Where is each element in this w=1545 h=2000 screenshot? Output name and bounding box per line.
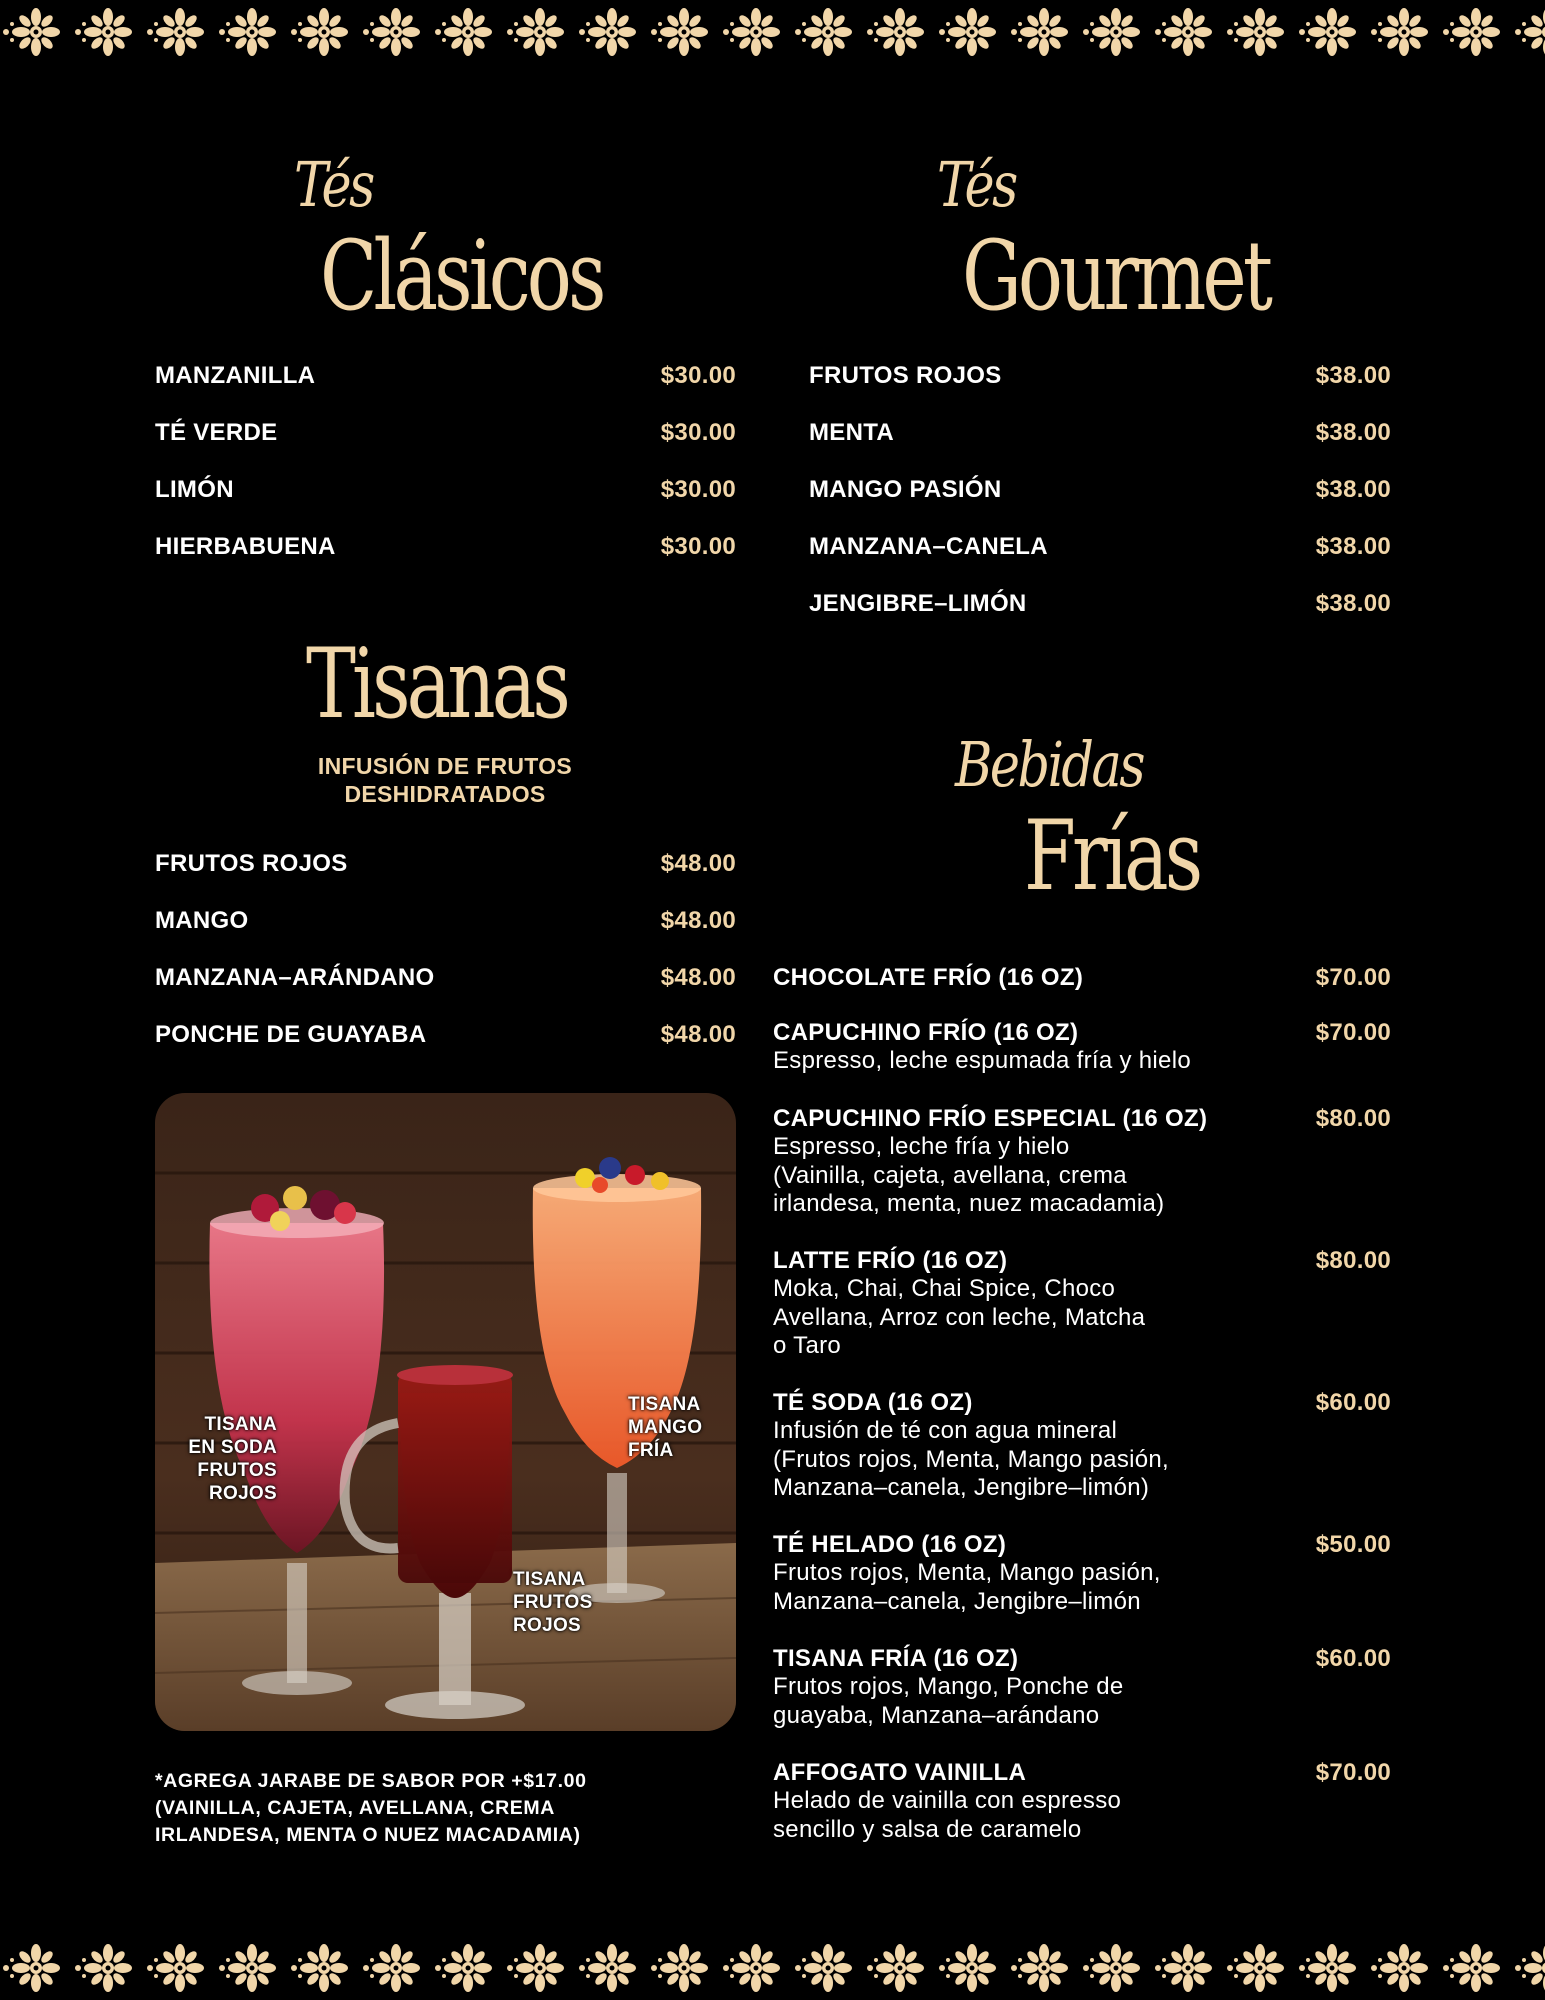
menu-item-price: $30.00 bbox=[660, 419, 736, 446]
menu-item-name: AFFOGATO VAINILLA bbox=[773, 1759, 1027, 1786]
description-line: Espresso, leche espumada fría y hielo bbox=[773, 1047, 1191, 1074]
bottom-floral-border bbox=[0, 1936, 1545, 2000]
clasicos-title-big: Clásicos bbox=[320, 220, 603, 332]
menu-item-price: $80.00 bbox=[1315, 1105, 1391, 1132]
menu-item-name: MANZANA–CANELA bbox=[809, 533, 1048, 560]
description-line: sencillo y salsa de caramelo bbox=[773, 1815, 1082, 1843]
menu-item-price: $30.00 bbox=[660, 362, 736, 389]
flower-ornament-icon bbox=[795, 1944, 852, 1992]
flower-ornament-icon bbox=[147, 8, 204, 56]
menu-item-name: TÉ SODA (16 OZ) bbox=[773, 1389, 973, 1416]
menu-item-name: PONCHE DE GUAYABA bbox=[155, 1021, 427, 1048]
flower-ornament-icon bbox=[147, 1944, 204, 1992]
menu-item-name: MANGO PASIÓN bbox=[809, 476, 1002, 503]
flower-ornament-icon bbox=[219, 1944, 276, 1992]
menu-item-name: HIERBABUENA bbox=[155, 533, 336, 560]
description-line: (Frutos rojos, Menta, Mango pasión, bbox=[773, 1445, 1170, 1473]
photo-label-mango bbox=[628, 1393, 702, 1462]
flower-ornament-icon bbox=[75, 8, 132, 56]
menu-item-description bbox=[773, 1047, 1191, 1076]
flower-ornament-icon bbox=[363, 8, 420, 56]
flower-ornament-icon bbox=[1443, 1944, 1500, 1992]
note-line: (VAINILLA, CAJETA, AVELLANA, CREMA bbox=[155, 1797, 555, 1819]
photo-label-line: EN SODA bbox=[188, 1437, 277, 1458]
flower-ornament-icon bbox=[291, 8, 348, 56]
menu-item-price: $38.00 bbox=[1315, 419, 1391, 446]
flower-ornament-icon bbox=[1155, 8, 1212, 56]
flower-ornament-icon bbox=[1515, 8, 1545, 56]
flower-ornament-icon bbox=[579, 8, 636, 56]
note-line: IRLANDESA, MENTA O NUEZ MACADAMIA) bbox=[155, 1824, 581, 1846]
flower-ornament-icon bbox=[3, 1944, 60, 1992]
menu-item-price: $38.00 bbox=[1315, 476, 1391, 503]
gourmet-title-big: Gourmet bbox=[962, 220, 1270, 332]
menu-item-name: CAPUCHINO FRÍO ESPECIAL (16 OZ) bbox=[773, 1105, 1208, 1132]
menu-item-price: $70.00 bbox=[1315, 964, 1391, 991]
flower-ornament-icon bbox=[723, 8, 780, 56]
photo-label-line: TISANA bbox=[513, 1569, 586, 1590]
photo-label-line: MANGO bbox=[628, 1417, 703, 1438]
flower-ornament-icon bbox=[507, 8, 564, 56]
tisanas-subtitle bbox=[245, 752, 645, 808]
menu-item-name: CHOCOLATE FRÍO (16 OZ) bbox=[773, 964, 1084, 991]
menu-item-name: MENTA bbox=[809, 419, 895, 446]
menu-item-name: LATTE FRÍO (16 OZ) bbox=[773, 1247, 1008, 1274]
note-line: *AGREGA JARABE DE SABOR POR +$17.00 bbox=[155, 1770, 587, 1792]
menu-item-name: TISANA FRÍA (16 OZ) bbox=[773, 1645, 1019, 1672]
top-floral-border bbox=[0, 0, 1545, 64]
menu-item-price: $38.00 bbox=[1315, 533, 1391, 560]
menu-item-price: $30.00 bbox=[660, 533, 736, 560]
menu-item-description bbox=[773, 1275, 1145, 1361]
menu-item-description bbox=[773, 1787, 1121, 1844]
menu-item-name: JENGIBRE–LIMÓN bbox=[809, 590, 1027, 617]
menu-item-price: $70.00 bbox=[1315, 1019, 1391, 1046]
menu-item-price: $48.00 bbox=[660, 1021, 736, 1048]
description-line: Infusión de té con agua mineral bbox=[773, 1417, 1118, 1444]
photo-label-line: ROJOS bbox=[513, 1615, 582, 1636]
menu-item-name: CAPUCHINO FRÍO (16 OZ) bbox=[773, 1019, 1079, 1046]
flower-ornament-icon bbox=[1155, 1944, 1212, 1992]
flower-ornament-icon bbox=[75, 1944, 132, 1992]
photo-label-line: FRUTOS bbox=[197, 1460, 277, 1481]
menu-item-name: TÉ VERDE bbox=[155, 419, 278, 446]
menu-item-name: FRUTOS ROJOS bbox=[155, 850, 348, 877]
photo-label-line: FRUTOS bbox=[513, 1592, 593, 1613]
photo-label-line: ROJOS bbox=[208, 1483, 277, 1504]
flower-ornament-icon bbox=[867, 1944, 924, 1992]
flower-ornament-icon bbox=[1011, 1944, 1068, 1992]
menu-item-price: $48.00 bbox=[660, 850, 736, 877]
flower-ornament-icon bbox=[1227, 1944, 1284, 1992]
photo-label-line: TISANA bbox=[628, 1394, 701, 1415]
description-line: Manzana–canela, Jengibre–limón bbox=[773, 1587, 1141, 1615]
flower-ornament-icon bbox=[1443, 8, 1500, 56]
description-line: Espresso, leche fría y hielo bbox=[773, 1133, 1070, 1160]
flower-ornament-icon bbox=[435, 1944, 492, 1992]
menu-item-name: MANZANA–ARÁNDANO bbox=[155, 964, 435, 991]
frias-title-small: Bebidas bbox=[955, 728, 1143, 801]
description-line: guayaba, Manzana–arándano bbox=[773, 1701, 1100, 1729]
syrup-note bbox=[155, 1768, 587, 1849]
menu-item-description bbox=[773, 1133, 1164, 1219]
flower-ornament-icon bbox=[867, 8, 924, 56]
flower-ornament-icon bbox=[1515, 1944, 1545, 1992]
flower-ornament-icon bbox=[1083, 8, 1140, 56]
flower-ornament-icon bbox=[1083, 1944, 1140, 1992]
flower-ornament-icon bbox=[795, 8, 852, 56]
description-line: Moka, Chai, Chai Spice, Choco bbox=[773, 1275, 1116, 1302]
menu-item-name: MANGO bbox=[155, 907, 249, 934]
flower-ornament-icon bbox=[939, 8, 996, 56]
flower-ornament-icon bbox=[219, 8, 276, 56]
flower-ornament-icon bbox=[3, 8, 60, 56]
photo-label-rojos bbox=[513, 1568, 593, 1637]
description-line: o Taro bbox=[773, 1332, 842, 1359]
flower-ornament-icon bbox=[1011, 8, 1068, 56]
menu-item-description bbox=[773, 1559, 1161, 1616]
menu-item-price: $60.00 bbox=[1315, 1389, 1391, 1416]
tisanas-subtitle-line: INFUSIÓN DE FRUTOS bbox=[317, 753, 573, 779]
flower-ornament-icon bbox=[939, 1944, 996, 1992]
flower-ornament-icon bbox=[651, 1944, 708, 1992]
menu-item-price: $38.00 bbox=[1315, 362, 1391, 389]
menu-item-description bbox=[773, 1673, 1124, 1730]
photo-label-line: FRÍA bbox=[628, 1440, 674, 1461]
flower-ornament-icon bbox=[1371, 8, 1428, 56]
menu-item-name: MANZANILLA bbox=[155, 362, 316, 389]
flower-ornament-icon bbox=[1227, 8, 1284, 56]
menu-item-description bbox=[773, 1417, 1169, 1503]
photo-label-soda bbox=[177, 1413, 277, 1505]
menu-item-price: $60.00 bbox=[1315, 1645, 1391, 1672]
drinks-photo bbox=[155, 1093, 736, 1731]
flower-ornament-icon bbox=[1371, 1944, 1428, 1992]
menu-item-name: TÉ HELADO (16 OZ) bbox=[773, 1531, 1007, 1558]
description-line: Helado de vainilla con espresso bbox=[773, 1787, 1122, 1814]
menu-item-price: $30.00 bbox=[660, 476, 736, 503]
menu-item-price: $80.00 bbox=[1315, 1247, 1391, 1274]
frias-title-big: Frías bbox=[1024, 800, 1200, 912]
description-line: Manzana–canela, Jengibre–limón) bbox=[773, 1474, 1150, 1501]
tisanas-title: Tisanas bbox=[306, 628, 567, 740]
clasicos-title-small: Tés bbox=[294, 148, 373, 221]
description-line: (Vainilla, cajeta, avellana, crema bbox=[773, 1161, 1127, 1189]
gourmet-title-small: Tés bbox=[937, 148, 1016, 221]
flower-ornament-icon bbox=[291, 1944, 348, 1992]
menu-item-name: FRUTOS ROJOS bbox=[809, 362, 1002, 389]
menu-item-price: $48.00 bbox=[660, 907, 736, 934]
flower-ornament-icon bbox=[579, 1944, 636, 1992]
flower-ornament-icon bbox=[507, 1944, 564, 1992]
description-line: irlandesa, menta, nuez macadamia) bbox=[773, 1190, 1165, 1217]
menu-item-price: $48.00 bbox=[660, 964, 736, 991]
flower-ornament-icon bbox=[435, 8, 492, 56]
flower-ornament-icon bbox=[723, 1944, 780, 1992]
flower-ornament-icon bbox=[651, 8, 708, 56]
menu-item-price: $38.00 bbox=[1315, 590, 1391, 617]
flower-ornament-icon bbox=[1299, 8, 1356, 56]
flower-ornament-icon bbox=[1299, 1944, 1356, 1992]
tisanas-subtitle-line: DESHIDRATADOS bbox=[344, 781, 546, 807]
flower-ornament-icon bbox=[363, 1944, 420, 1992]
photo-label-line: TISANA bbox=[204, 1414, 277, 1435]
description-line: Avellana, Arroz con leche, Matcha bbox=[773, 1303, 1146, 1331]
menu-item-price: $70.00 bbox=[1315, 1759, 1391, 1786]
menu-item-price: $50.00 bbox=[1315, 1531, 1391, 1558]
description-line: Frutos rojos, Menta, Mango pasión, bbox=[773, 1559, 1161, 1586]
menu-item-name: LIMÓN bbox=[155, 476, 234, 503]
description-line: Frutos rojos, Mango, Ponche de bbox=[773, 1673, 1124, 1700]
